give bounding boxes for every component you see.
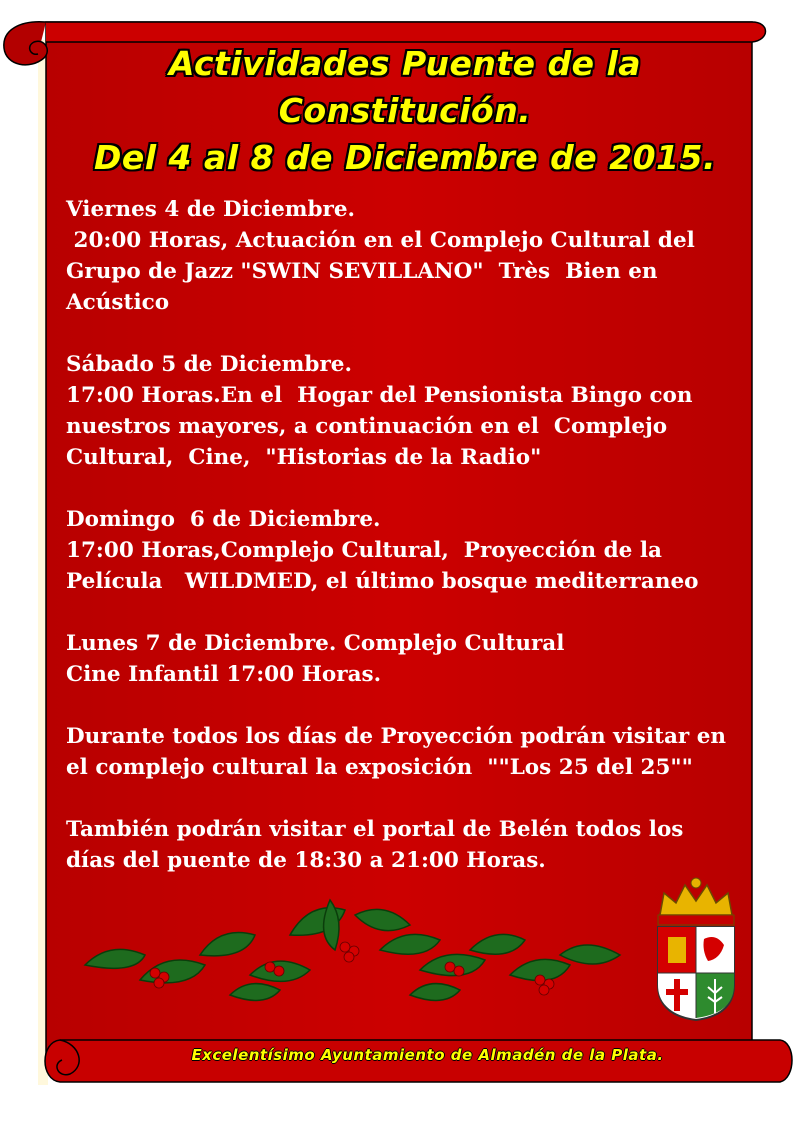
event-line: Cultural, Cine, "Historias de la Radio" (66, 445, 542, 470)
event-saturday (66, 349, 746, 473)
event-line: Acústico (66, 290, 170, 315)
event-line: Cine Infantil 17:00 Horas. (66, 662, 382, 687)
title-line-2: Constitución. (278, 91, 532, 130)
holly-garland-icon (80, 895, 625, 1025)
event-line: 20:00 Horas, Actuación en el Complejo Cultural del (66, 228, 695, 253)
event-line: 17:00 Horas.En el Hogar del Pensionista Bingo con (66, 383, 693, 408)
event-line: Viernes 4 de Diciembre. (66, 197, 356, 222)
event-line: Lunes 7 de Diciembre. Complejo Cultural (66, 631, 565, 656)
event-line: nuestros mayores, a continuación en el Complejo (66, 414, 668, 439)
event-line: días del puente de 18:30 a 21:00 Horas. (66, 848, 546, 873)
event-line: el complejo cultural la exposición ""Los 25 del 25"" (66, 755, 693, 780)
footer-signature: Excelentísimo Ayuntamiento de Almadén de la Plata. (191, 1046, 664, 1064)
event-line: Domingo 6 de Diciembre. (66, 507, 381, 532)
event-monday (66, 628, 746, 690)
event-friday (66, 194, 746, 318)
event-line: Sábado 5 de Diciembre. (66, 352, 352, 377)
event-sunday (66, 504, 746, 597)
event-line: Película WILDMED, el último bosque mediterraneo (66, 569, 699, 594)
title-line-3: Del 4 al 8 de Diciembre de 2015. (93, 138, 717, 177)
event-line: Durante todos los días de Proyección podrán visitar en (66, 724, 727, 749)
title (60, 40, 750, 181)
event-list (66, 194, 746, 907)
event-line: Grupo de Jazz "SWIN SEVILLANO" Très Bien en (66, 259, 658, 284)
event-line: 17:00 Horas,Complejo Cultural, Proyección de la (66, 538, 662, 563)
event-line: También podrán visitar el portal de Belén todos los (66, 817, 684, 842)
municipal-coat-of-arms-icon (650, 875, 742, 1025)
exhibition-note (66, 721, 746, 783)
title-line-1: Actividades Puente de la (168, 44, 642, 83)
nativity-note (66, 814, 746, 876)
